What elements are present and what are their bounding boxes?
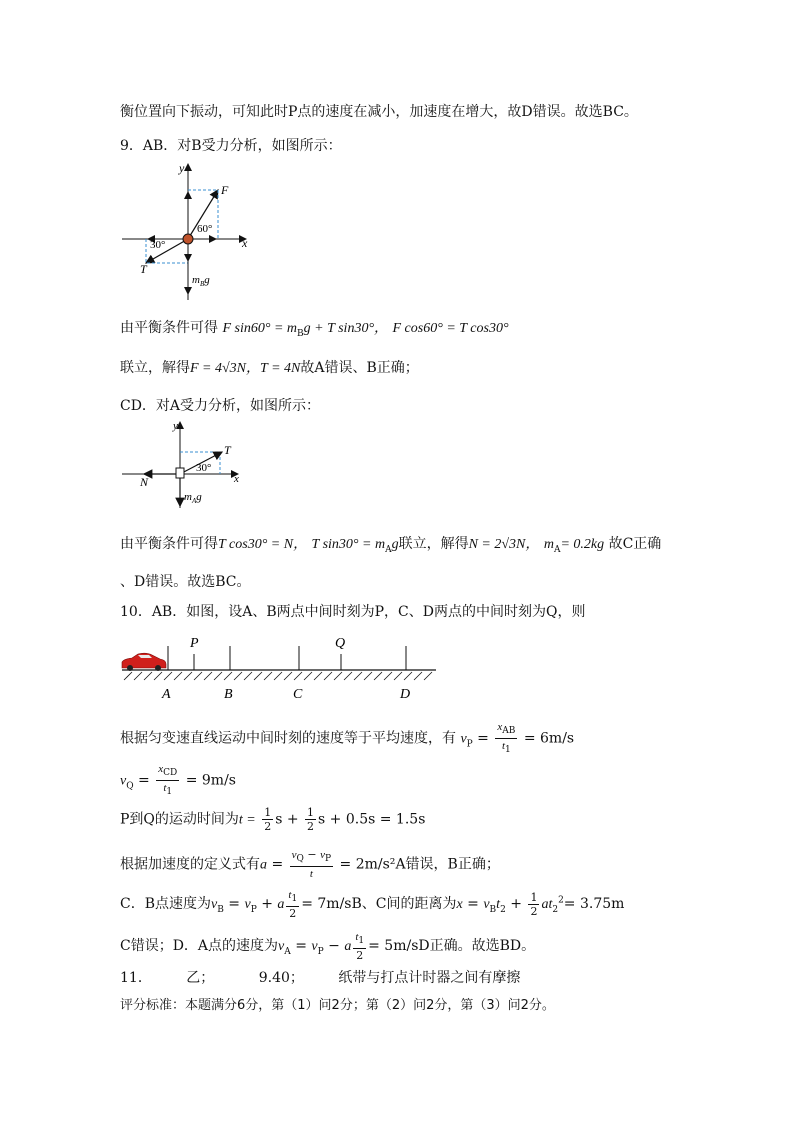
q10-line-2: $v_Q$ = $\frac{x_{CD}}{t_1}$ = 9m/s — [120, 763, 236, 798]
svg-text:T: T — [224, 443, 231, 457]
q10-line-6: C错误；D．A点的速度为$v_A = v_P - a$ $\frac{t_1}{2}$ = 5m/sD正确。故选BD。 — [120, 931, 536, 963]
svg-text:x: x — [234, 473, 239, 485]
svg-text:C: C — [293, 687, 303, 702]
body-b — [183, 234, 193, 244]
car-track-diagram — [118, 632, 438, 702]
fig1-angle-60: 60° — [197, 223, 213, 235]
svg-text:30°: 30° — [196, 462, 212, 474]
fig1-mg-label: $m_Bg$ — [192, 274, 210, 288]
q11-answer-line: 11． 乙； 9.40； 纸带与打点计时器之间有摩擦 — [120, 970, 521, 986]
svg-text:D: D — [400, 687, 411, 702]
force-diagram-a — [120, 420, 250, 510]
fig1-x-label: x — [242, 236, 248, 250]
scoring-note: 评分标准：本题满分6分，第（1）问2分；第（2）问2分，第（3）问2分。 — [120, 998, 555, 1013]
body-a — [176, 468, 184, 478]
text-line-1: 衡位置向下振动，可知此时P点的速度在减小，加速度在增大，故D错误。故选BC。 — [120, 104, 638, 120]
q10-line-5: C．B点速度为$v_B = v_P + a$ $\frac{t_1}{2}$ = 7m/sB、C间的距离为$x = v_Bt_2$ + $\frac{1}{2}$ $at_2^2= 3.75m$ — [120, 889, 625, 921]
car-icon — [122, 653, 166, 671]
fig1-f-label: F — [221, 183, 229, 197]
fig1-angle-30: 30° — [150, 239, 166, 251]
q10-line-1: 根据匀变速直线运动中间时刻的速度等于平均速度，有 $v_P$ = $\frac{x_{AB}}{t_1}$ = 6m/s — [120, 721, 575, 756]
force-diagram-b — [118, 160, 258, 300]
svg-text:A: A — [162, 687, 171, 702]
fig1-t-label: T — [140, 262, 147, 276]
cd-equilibrium-line: 由平衡条件可得T cos30° = N， T $\sin 30^\circ = m_Ag$联立，解得N = 2√3N， $m_A= 0.2kg$ 故C正确 — [120, 536, 662, 555]
svg-text:P: P — [190, 636, 199, 651]
q10-line-3: P到Q的运动时间为t = $\frac{1}{2}$ s + $\frac{1}{2}$ s + 0.5s = 1.5s — [120, 806, 426, 833]
svg-text:B: B — [224, 687, 233, 702]
cd-tail-line: 、D错误。故选BC。 — [120, 574, 251, 590]
q9-result-line: 联立，解得F = 4√3N，T = 4N故A错误、B正确； — [120, 360, 419, 376]
svg-text:mAg: $m_Ag$ — [184, 491, 202, 505]
svg-text:N: N — [140, 475, 149, 489]
cd-heading: CD．对A受力分析，如图所示： — [120, 398, 321, 414]
q10-line-4: 根据加速度的定义式有a = $\frac{v_Q - v_P}{t}$ = 2m/s²A错误，B正确； — [120, 848, 500, 881]
q9-equilibrium-line: 由平衡条件可得 F $\sin 60^\circ = m_Bg + T$ sin30°， F cos60° = T cos30° — [120, 320, 509, 339]
q9-heading: 9．AB．对B受力分析，如图所示： — [120, 138, 342, 154]
fig1-y-label: y — [179, 161, 185, 175]
svg-text:y: y — [173, 420, 178, 432]
svg-text:Q: Q — [335, 636, 346, 651]
q10-heading: 10．AB．如图，设A、B两点中间时刻为P，C、D两点的中间时刻为Q，则 — [120, 604, 586, 620]
